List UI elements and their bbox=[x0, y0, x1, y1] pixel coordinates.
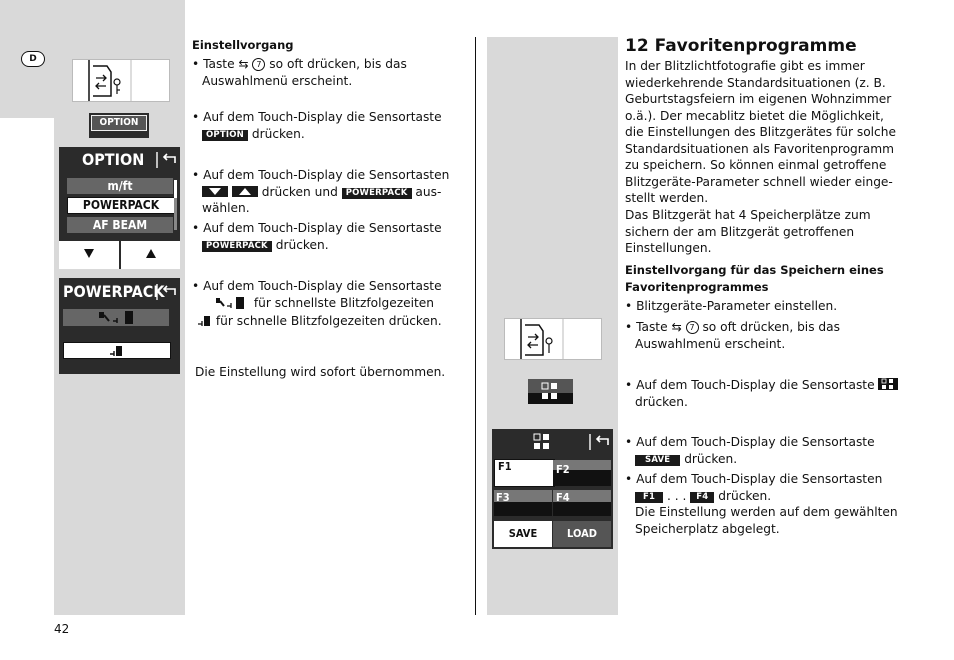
arrow-up-chip-icon bbox=[232, 186, 258, 197]
favorites-chip-icon bbox=[878, 378, 898, 390]
right-step-5 bbox=[625, 471, 925, 537]
right-step-2-line2: Auswahlmenü erscheint. bbox=[635, 336, 786, 351]
fastest-recycle-inline-icon bbox=[192, 297, 250, 314]
intro-line: In der Blitzlichtfotografie gibt es immer bbox=[625, 59, 865, 73]
fastest-recycle-icon bbox=[63, 309, 169, 326]
save-label-chip: SAVE bbox=[635, 455, 680, 466]
key-number-icon: 7 bbox=[686, 321, 699, 334]
right-step-4-line1: • Auf dem Touch-Display die Sensortaste bbox=[625, 435, 875, 449]
capacity-paragraph bbox=[625, 207, 925, 257]
menu-item-powerpack[interactable]: POWERPACK bbox=[67, 197, 175, 214]
step-3-line1: • Auf dem Touch-Display die Sensortasten bbox=[192, 168, 450, 182]
intro-line: wiederkehrende Standardsituationen (z. B. bbox=[625, 75, 886, 90]
right-step-5-line1: • Auf dem Touch-Display die Sensortasten bbox=[625, 472, 883, 486]
step-5 bbox=[192, 278, 462, 332]
capacity-line: Einstellungen. bbox=[625, 241, 712, 255]
arrow-down-chip-icon bbox=[202, 186, 228, 197]
step-5-line3: für schnelle Blitzfolgezeiten drücken. bbox=[215, 314, 442, 328]
powerpack-label-chip: POWERPACK bbox=[202, 241, 272, 252]
step-5-line2: für schnellste Blitzfolgezeiten bbox=[253, 295, 435, 310]
favorites-button[interactable] bbox=[528, 379, 573, 404]
mode-key-symbol-icon: ⇆ bbox=[238, 57, 249, 71]
intro-line: die Einstellungen des Blitzgerätes für solche bbox=[625, 125, 896, 139]
right-step-5-post: drücken. bbox=[718, 488, 772, 503]
step-2-line1: • Auf dem Touch-Display die Sensortaste bbox=[192, 110, 442, 124]
step-1-post: so oft drücken, bis das bbox=[269, 57, 407, 71]
step-1-line2: Auswahlmenü erscheint. bbox=[202, 73, 353, 88]
right-step-3 bbox=[625, 377, 925, 410]
note-text: Die Einstellung wird sofort übernommen. bbox=[195, 365, 446, 379]
slot-f1[interactable]: F1 bbox=[494, 459, 555, 487]
right-step-3-line2: drücken. bbox=[635, 394, 688, 409]
favorites-screen bbox=[492, 429, 613, 549]
back-icon[interactable] bbox=[588, 432, 612, 452]
step-3-mid: drücken und bbox=[261, 184, 338, 199]
intro-line: Geburtstagsfeiern im eigenen Wohnzimmer bbox=[625, 92, 892, 106]
step-2-post: drücken. bbox=[251, 126, 305, 141]
step-1-pre: • Taste bbox=[192, 57, 235, 71]
step-3 bbox=[192, 167, 462, 217]
step-3-line3: wählen. bbox=[202, 201, 250, 215]
step-2 bbox=[192, 109, 462, 142]
mode-key-icon bbox=[505, 319, 601, 359]
fast-recycle-icon bbox=[64, 343, 170, 358]
right-step-4-post: drücken. bbox=[684, 451, 738, 466]
option-menu-title: OPTION bbox=[82, 150, 145, 169]
slot-f2-label: F2 bbox=[556, 463, 570, 476]
intro-line: Blitzgeräte-Parameter schnell wieder einge- bbox=[625, 174, 893, 189]
right-step-1: • Blitzgeräte-Parameter einstellen. bbox=[625, 299, 838, 313]
option-label-chip: OPTION bbox=[202, 130, 248, 141]
mode-key-icon bbox=[73, 60, 169, 101]
powerpack-label-chip: POWERPACK bbox=[342, 188, 412, 199]
slot-f4[interactable] bbox=[553, 490, 611, 516]
arrow-up-icon bbox=[146, 249, 156, 258]
favorites-icon bbox=[528, 379, 573, 404]
fast-recycle-option[interactable] bbox=[63, 342, 171, 359]
page-number: 42 bbox=[54, 622, 70, 636]
sub-heading-line1: Einstellvorgang für das Speichern eines bbox=[625, 263, 884, 277]
intro-line: o.ä.). Der mecablitz bietet die Möglichkeit, bbox=[625, 108, 884, 123]
mode-key-illustration bbox=[72, 59, 170, 102]
scrollbar[interactable] bbox=[174, 180, 177, 230]
intro-line: stellt werden. bbox=[625, 191, 709, 205]
instruction-heading: Einstellvorgang bbox=[192, 38, 294, 52]
step-4-post: drücken. bbox=[275, 237, 329, 252]
step-3-end: aus- bbox=[415, 184, 442, 199]
right-step-2-pre: • Taste bbox=[625, 320, 668, 334]
key-number-icon: 7 bbox=[252, 58, 265, 71]
sub-heading-line2: Favoritenprogrammes bbox=[625, 279, 769, 294]
menu-item-mft[interactable]: m/ft bbox=[67, 178, 173, 194]
step-4 bbox=[192, 220, 462, 253]
option-button-label: OPTION bbox=[91, 115, 147, 131]
step-5-line1: • Auf dem Touch-Display die Sensortaste bbox=[192, 279, 442, 293]
capacity-line: sichern der am Blitzgerät getroffenen bbox=[625, 224, 855, 239]
slot-f4-label: F4 bbox=[556, 491, 570, 504]
slot-f2[interactable] bbox=[553, 460, 611, 486]
favorites-icon bbox=[532, 432, 554, 452]
mode-key-illustration bbox=[504, 318, 602, 360]
section-heading: 12 Favoritenprogramme bbox=[625, 36, 857, 56]
arrow-down-icon bbox=[84, 249, 94, 258]
intro-line: Standardsituationen als Favoritenprogramm bbox=[625, 141, 894, 156]
right-step-2 bbox=[625, 319, 925, 352]
scroll-up-button[interactable] bbox=[121, 241, 180, 269]
right-step-5-line3: Die Einstellung werden auf dem gewählten bbox=[635, 505, 898, 519]
slot-f3-label: F3 bbox=[496, 491, 510, 504]
scroll-down-button[interactable] bbox=[59, 241, 121, 269]
f4-label-chip: F4 bbox=[690, 492, 714, 503]
step-4-line1: • Auf dem Touch-Display die Sensortaste bbox=[192, 221, 442, 235]
step-1 bbox=[192, 56, 462, 89]
powerpack-title: POWERPACK bbox=[63, 282, 165, 301]
dots: . . . bbox=[667, 488, 687, 503]
column-divider bbox=[475, 37, 476, 615]
save-button[interactable]: SAVE bbox=[494, 521, 552, 547]
intro-line: zu speichern. So können einmal getroffene bbox=[625, 158, 887, 172]
right-step-3-line1: • Auf dem Touch-Display die Sensortaste bbox=[625, 378, 875, 392]
powerpack-screen bbox=[59, 278, 180, 374]
page-marker: D bbox=[21, 51, 45, 67]
f1-label-chip: F1 bbox=[635, 492, 663, 503]
right-step-2-post: so oft drücken, bis das bbox=[702, 320, 840, 334]
back-icon[interactable] bbox=[155, 282, 179, 302]
back-icon[interactable] bbox=[155, 150, 179, 170]
right-step-5-line4: Speicherplatz abgelegt. bbox=[635, 521, 780, 536]
option-menu-screen bbox=[59, 147, 180, 269]
capacity-line: Das Blitzgerät hat 4 Speicherplätze zum bbox=[625, 208, 871, 222]
fastest-recycle-option[interactable] bbox=[63, 309, 169, 326]
load-button[interactable]: LOAD bbox=[553, 521, 611, 547]
fast-recycle-inline-icon bbox=[192, 315, 212, 332]
mode-key-symbol-icon: ⇆ bbox=[671, 320, 682, 334]
menu-item-af-beam[interactable]: AF BEAM bbox=[67, 217, 173, 233]
slot-f3[interactable] bbox=[494, 490, 552, 516]
right-step-4 bbox=[625, 434, 925, 467]
sub-heading bbox=[625, 262, 925, 295]
intro-paragraph bbox=[625, 58, 925, 207]
option-button[interactable] bbox=[89, 113, 149, 138]
